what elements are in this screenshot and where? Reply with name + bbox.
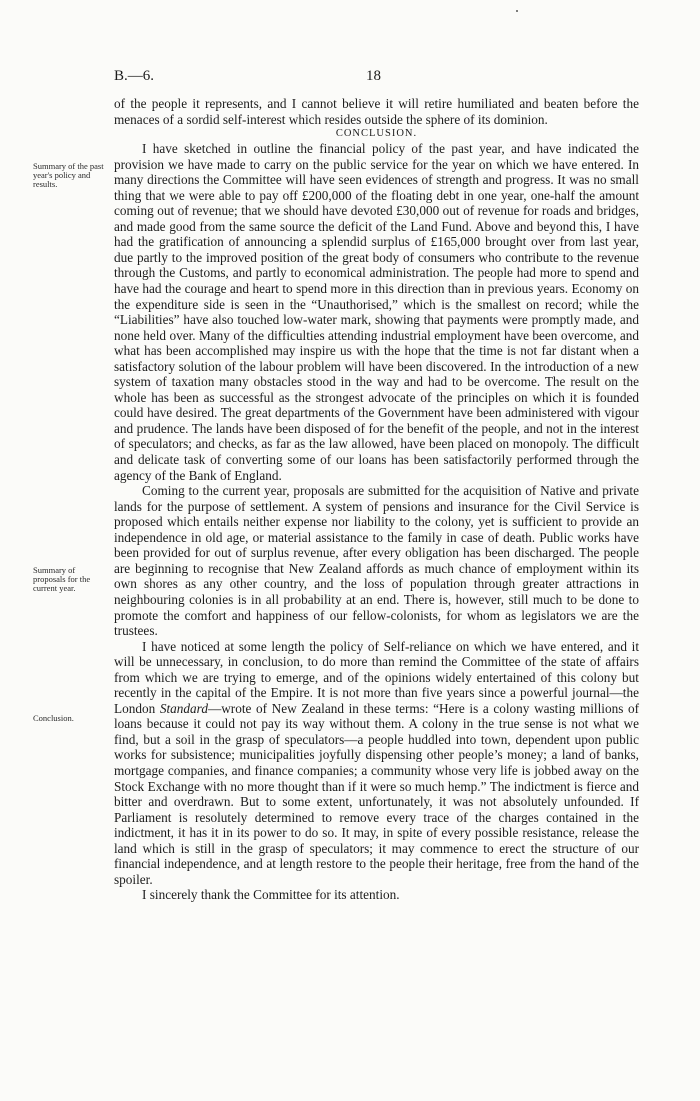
opening-paragraph: of the people it represents, and I cannot believe it will retire humiliated and beaten before the menaces of a sordid self-interest which resides outside the sphere of its dominion. xyxy=(114,96,639,127)
conclusion-text-end: —wrote of New Zealand in these terms: “Here is a colony wasting millions of loans because it could not pay its way without them. A colony in the true sense is not what we find, but a soil in the grasp of speculators—a people huddled into town, dependent upon public works for subsistence; municipalities joyfully dispensing other people’s money; a land of banks, mortgage companies, and finance companies; a community whose very life is jobbed away on the Stock Exchange with no more thought than if it were so much hemp.” The indictment is fierce and bitter and overdrawn. But to some extent, unfortunately, it was not absolutely unfounded. If Parliament is resolutely determined to remove every trace of the charges contained in the indictment, it has it in its power to do so. It may, in spite of every possible resistance, release the land which is still in the grasp of speculators; it may commence to erect the structure of our financial independence, and at length restore to the people their heritage, free from the hand of the spoiler. xyxy=(114,700,640,887)
closing-line: I sincerely thank the Committee for its attention. xyxy=(142,887,400,903)
document-reference: B.—6. xyxy=(114,68,155,84)
section-heading: CONCLUSION. xyxy=(335,128,418,140)
paragraph-conclusion xyxy=(114,639,639,888)
paragraph-current-year: Coming to the current year, proposals are submitted for the acquisition of Native and private lands for the purpose of settlement. A system of pensions and insurance for the Civil Service is proposed which entails neither expense nor liability to the colony, yet is sufficient to provide an independence in old age, or material assistance to the family in case of death. Public works have been provided for out of surplus revenue, after every obligation has been discharged. The people are beginning to recognise that New Zealand affords as much chance of employment within its own shores as any other country, and the loss of population through greater attractions in neighbouring colonies is in all probability at an end. There is, however, still much to be done to promote the comfort and happiness of our fellow-colonists, for whom as legislators we are the trustees. xyxy=(114,483,639,639)
margin-note-current-year: Summary of proposals for the current year. xyxy=(33,565,91,594)
body-text xyxy=(114,96,639,903)
ink-speck xyxy=(516,10,518,12)
newspaper-title: Standard xyxy=(159,700,208,716)
conclusion-text-start: I have noticed at some length the policy of Self-reliance on which we have entered, and it will be unnecessary, in conclusion, to do more than remind the Committee of the state of affairs from which we are trying to emerge, and of the opinions widely entertained of this colony but recently in the capital of the Empire. It is not more than five years since a powerful journal—the London xyxy=(114,638,639,716)
paragraph-past-year: I have sketched in outline the financial policy of the past year, and have indicated the provision we have made to carry on the public service for the year on which we have entered. In many directions the Committee will have seen evidences of strength and progress. It was no small thing that we were able to pay off £200,000 of the floating debt in one year, one-half the amount coming out of revenue; that we should have devoted £30,000 out of revenue for roads and bridges, and made good from the same source the deficit of the Land Fund. Above and beyond this, I have had the gratification of announcing a splendid surplus of £165,000 brought over from last year, due partly to the improved position of the great body of consumers who contribute to the revenue through the Customs, and partly to economical administration. The people had more to spend and have had the courage and heart to spend more in this direction than in previous years. Economy on the expenditure side is seen in the “Unauthorised,” which is the smallest on record; while the “Liabilities” have also touched low-water mark, showing that payments were promptly made, and none held over. Many of the difficulties attending industrial employment have been overcome, and what has been accomplished may inspire us with the hope that the time is not far distant when a satisfactory solution of the labour problem will have been discovered. In the introduction of a new system of taxation many obstacles stood in the way and had to be overcome. The result on the whole has been as successful as the strongest advocate of the principles on which it is founded could have desired. The great departments of the Government have been administered with vigour and prudence. The lands have been disposed of for the benefit of the people, and not in the interest of speculators; and checks, as far as the law allowed, have been placed on monopoly. The difficult and delicate task of converting some of our loans has been satisfactorily performed through the agency of the Bank of England. xyxy=(114,141,639,483)
page-number: 18 xyxy=(366,68,381,84)
margin-note-conclusion: Conclusion. xyxy=(33,713,74,723)
margin-note-past-year: Summary of the past year's policy and results. xyxy=(33,161,104,190)
page-header xyxy=(0,68,700,88)
